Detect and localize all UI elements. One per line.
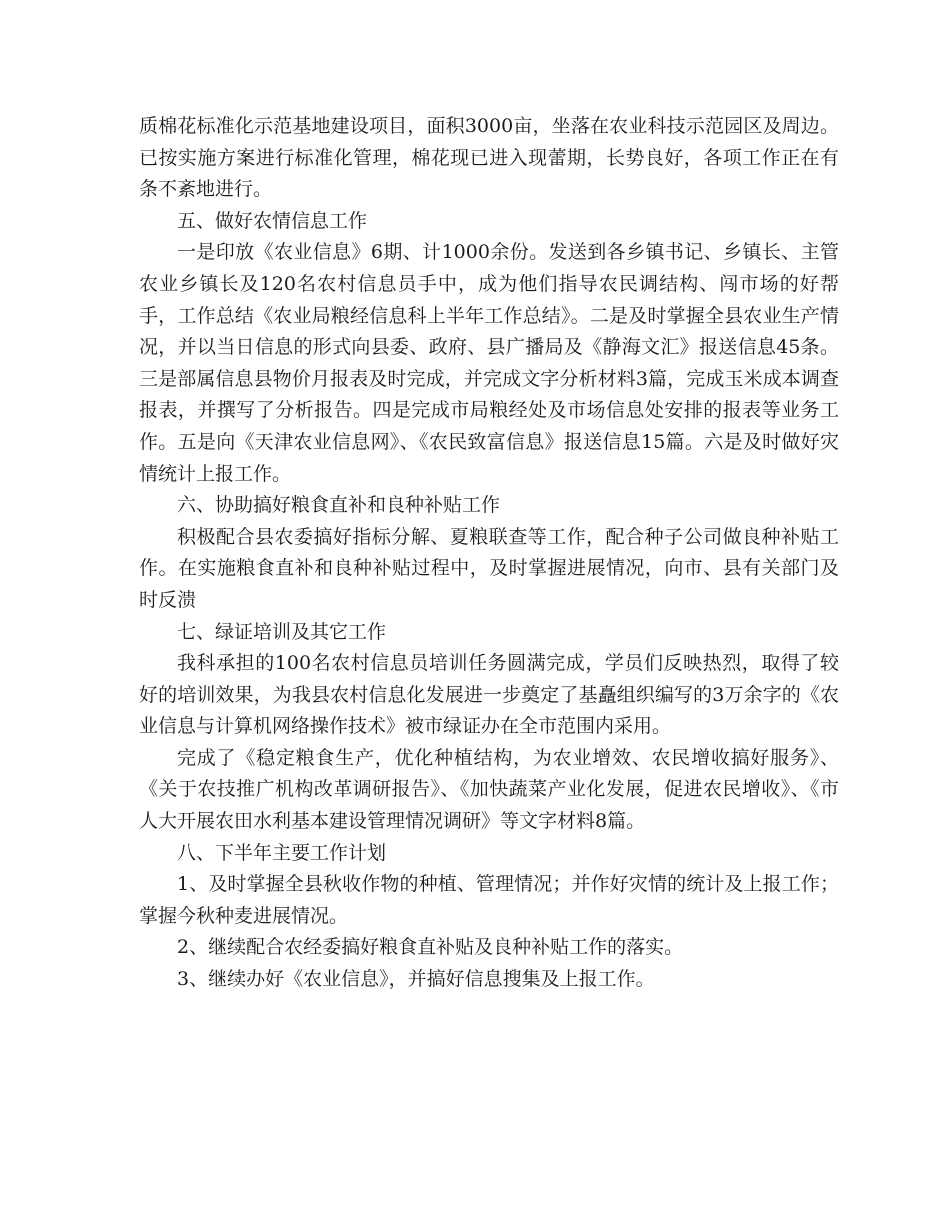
paragraph-cotton-project: 质棉花标准化示范基地建设项目，面积3000亩，坐落在农业科技示范园区及周边。已按实施方案进行标准化管理，棉花现已进入现蕾期，长势良好，各项工作正在有条不紊地进行。 xyxy=(139,115,839,201)
paragraph-subsidy-work: 积极配合县农委搞好指标分解、夏粮联查等工作，配合种子公司做良种补贴工作。在实施粮食直补和良种补贴过程中，及时掌握进展情况，向市、县有关部门及时反溃 xyxy=(139,525,839,611)
paragraph-materials: 完成了《稳定粮食生产，优化种植结构，为农业增效、农民增收搞好服务》、《关于农技推广机构改革调研报告》、《加快蔬菜产业化发展，促进农民增收》、《市人大开展农田水利基本建设管理情况调研》等文字材料8篇。 xyxy=(139,746,839,833)
section-heading-8: 八、下半年主要工作计划 xyxy=(177,841,387,864)
paragraph-info-work: 一是印放《农业信息》6期、计1000余份。发送到各乡镇书记、乡镇长、主管农业乡镇长及120名农村信息员手中，成为他们指导农民调结构、闯市场的好帮手，工作总结《农业局粮经信息科上半年工作总结》。二是及时掌握全县农业生产情况，并以当日信息的形式向县委、政府、县广播局及《静海文汇》报送信息45条。三是部属信息县物价月报表及时完成，并完成文字分析材料3篇，完成玉米成本调查报表，并撰写了分析报告。四是完成市局粮经处及市场信息处安排的报表等业务工作。五是向《天津农业信息网》、《农民致富信息》报送信息15篇。六是及时做好灾情统计上报工作。 xyxy=(139,241,839,485)
document-body xyxy=(139,111,839,996)
section-heading-6: 六、协助搞好粮食直补和良种补贴工作 xyxy=(177,494,501,517)
section-heading-5: 五、做好农情信息工作 xyxy=(177,209,368,232)
plan-item-2: 2、继续配合农经委搞好粮食直补贴及良种补贴工作的落实。 xyxy=(177,936,684,959)
section-heading-7: 七、绿证培训及其它工作 xyxy=(177,620,387,643)
paragraph-training: 我科承担的100名农村信息员培训任务圆满完成，学员们反映热烈，取得了较好的培训效果，为我县农村信息化发展进一步奠定了基矗组织编写的3万余字的《农业信息与计算机网络操作技术》被市绿证办在全市范围内采用。 xyxy=(139,652,839,738)
plan-item-3: 3、继续办好《农业信息》，并搞好信息搜集及上报工作。 xyxy=(177,968,655,991)
plan-item-1: 1、及时掌握全县秋收作物的种植、管理情况；并作好灾情的统计及上报工作；掌握今秋种麦进展情况。 xyxy=(139,873,839,927)
